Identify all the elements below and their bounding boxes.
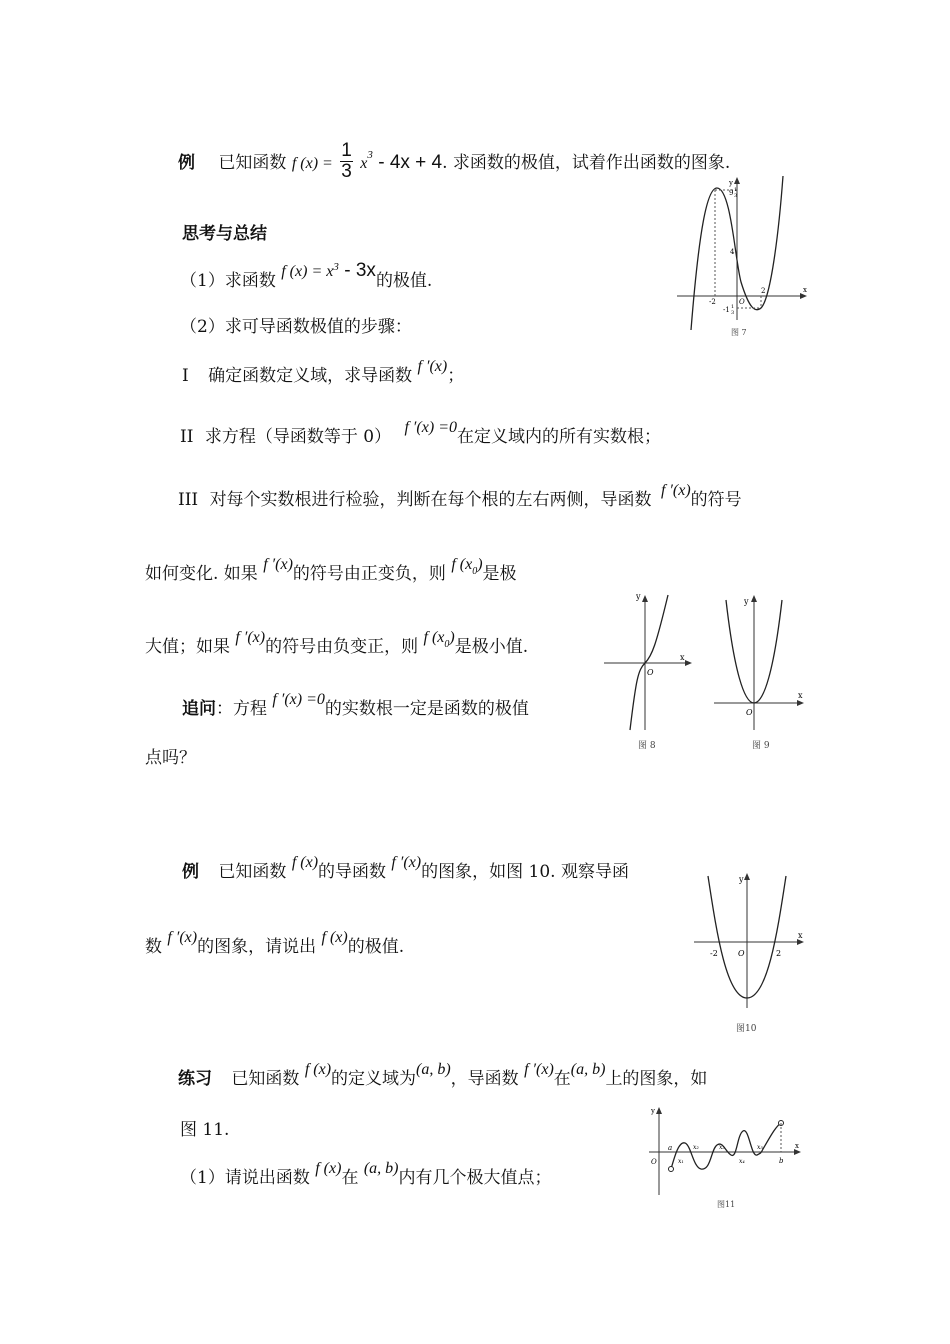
example2-f: f (x) <box>291 854 319 871</box>
think-heading: 思考与总结 <box>182 224 267 244</box>
practice-c: ，导函数 <box>450 1069 519 1089</box>
step-1-text: 确定函数定义域，求导函数 <box>208 366 413 386</box>
ask-line <box>182 691 529 719</box>
figure-8 <box>600 590 695 755</box>
l4-f: f ′(x) <box>263 556 293 573</box>
ask-f: f ′(x) =0 <box>272 691 325 708</box>
fig9-x-arrow <box>797 700 804 706</box>
step-2-num: II <box>180 427 194 447</box>
fig8-y-label: y <box>636 592 641 601</box>
fig10-caption: 图10 <box>736 1024 757 1034</box>
practice-q1-b: 在 <box>341 1168 359 1188</box>
step-3-line2 <box>145 556 517 584</box>
fig11-origin: O <box>651 1158 657 1166</box>
fig11-caption: 图11 <box>717 1200 736 1209</box>
l4-f2e: ) <box>477 556 483 573</box>
step-1-f: f ′(x) <box>417 358 448 375</box>
fig10-y-label: y <box>739 875 744 884</box>
fig11-x-label: x <box>795 1142 799 1150</box>
think-q1-exp: 3 <box>333 261 339 273</box>
ask-a: ：方程 <box>216 699 267 719</box>
think-q1-post: 的极值. <box>375 271 433 291</box>
figure-10 <box>690 868 810 1038</box>
example2-d: 数 <box>145 937 162 957</box>
fig9-x-label: x <box>798 691 803 700</box>
fig8-origin: O <box>647 668 654 677</box>
fig11-x2: x₂ <box>693 1144 699 1151</box>
example2-fp: f ′(x) <box>391 854 422 871</box>
fig9-origin: O <box>746 708 753 717</box>
fig7-y-top: 9 <box>729 189 734 197</box>
fig7-y-top-num: 1 <box>734 187 738 193</box>
l4-c: 是极 <box>482 564 517 584</box>
fig8-caption: 图 8 <box>638 741 656 751</box>
example2-line2 <box>145 929 405 957</box>
fig11-endpoint-a <box>669 1167 674 1172</box>
fig11-y-arrow <box>656 1107 662 1114</box>
fig7-x-pos: 2 <box>761 287 766 295</box>
think-q2: （2）求可导函数极值的步骤： <box>180 317 412 337</box>
fig10-x-label: x <box>798 931 803 940</box>
example2-line1 <box>182 854 629 882</box>
l4-sub: 0 <box>472 566 478 577</box>
figure-9 <box>710 590 810 755</box>
l5-f: f ′(x) <box>235 629 266 646</box>
practice-q1-c: 内有几个极大值点； <box>398 1168 552 1188</box>
fig10-y-arrow <box>744 873 750 880</box>
step-1 <box>182 358 465 386</box>
example1-label: 例 <box>178 153 195 173</box>
step-3-text: 对每个实数根进行检验，判断在每个根的左右两侧，导函数 <box>209 490 652 510</box>
example1-rest: - 4x + 4 <box>378 152 443 173</box>
fig7-y-arrow <box>734 177 740 184</box>
example1-f: f (x) = <box>291 155 333 172</box>
practice-ab2: (a, b) <box>570 1061 606 1078</box>
step-3-line3 <box>145 629 529 657</box>
fig10-x-neg: -2 <box>710 949 718 958</box>
l5-b: 的符号由负变正，则 <box>265 637 419 657</box>
think-q1-pre: （1）求函数 <box>180 271 276 291</box>
fig8-x-arrow <box>685 660 692 666</box>
step-2 <box>180 419 661 447</box>
step-2-text: 求方程（导函数等于 0） <box>204 427 392 447</box>
practice-q1 <box>180 1160 552 1188</box>
example1-exp: 3 <box>367 149 373 161</box>
figure-11 <box>645 1105 805 1215</box>
fig10-x-pos: 2 <box>776 949 782 958</box>
fig11-a: a <box>668 1144 673 1152</box>
l4-f2: f (x <box>451 556 473 573</box>
fig11-x1: x₁ <box>678 1158 684 1165</box>
l5-f2e: ) <box>449 629 455 646</box>
practice-b: 的定义域为 <box>331 1069 417 1089</box>
fig9-caption: 图 9 <box>752 741 770 751</box>
fig11-b: b <box>779 1157 784 1165</box>
fig9-y-label: y <box>744 597 749 606</box>
example2-label: 例 <box>182 862 199 882</box>
step-2-end: 在定义域内的所有实数根； <box>456 427 661 447</box>
fig7-origin: O <box>739 298 745 306</box>
fig10-origin: O <box>738 949 745 958</box>
practice-label: 练习 <box>178 1069 212 1089</box>
practice-ab: (a, b) <box>416 1061 451 1078</box>
think-q1-f: f (x) = x <box>281 263 334 280</box>
example2-g: 的极值. <box>347 937 405 957</box>
example1-frac-num: 1 <box>341 140 352 161</box>
figure-7 <box>675 170 810 342</box>
example1-line <box>178 140 731 184</box>
l5-c: 是极小值. <box>454 637 529 657</box>
practice-a: 已知函数 <box>231 1069 300 1089</box>
fig11-y-label: y <box>651 1107 655 1115</box>
practice-q1-f: f (x) <box>315 1160 342 1177</box>
ask-label: 追问 <box>182 699 216 719</box>
fig7-x-neg: -2 <box>709 298 716 306</box>
practice-line2: 图 11. <box>180 1120 230 1140</box>
fig11-x4: x₄ <box>739 1158 745 1165</box>
practice-f: f (x) <box>304 1061 332 1078</box>
think-q1 <box>180 260 433 291</box>
step-2-f: f ′(x) =0 <box>404 419 457 436</box>
step-1-num: I <box>182 366 189 386</box>
practice-q1-a: （1）请说出函数 <box>180 1168 310 1188</box>
l4-a: 如何变化. 如果 <box>145 564 258 584</box>
fig11-curve <box>671 1123 781 1169</box>
practice-line1 <box>178 1061 708 1089</box>
example2-f2: f (x) <box>321 929 348 946</box>
fig7-y-low-den: 3 <box>731 310 735 316</box>
fig7-x-label: x <box>803 286 807 294</box>
fig9-y-arrow <box>751 595 757 602</box>
ask-b: 的实数根一定是函数的极值 <box>324 699 529 719</box>
l5-f2: f (x <box>423 629 445 646</box>
fig7-y-low-num: 1 <box>731 304 735 310</box>
step-3 <box>178 482 742 510</box>
example1-frac-den: 3 <box>341 161 352 182</box>
fig8-x-label: x <box>680 653 685 662</box>
think-q1-rest: - 3x <box>344 260 376 281</box>
practice-q1-ab: (a, b) <box>363 1160 399 1177</box>
fig7-y-low: -1 <box>723 306 730 314</box>
step-3-end: 的符号 <box>690 490 742 510</box>
fig11-x3: x₃ <box>719 1144 725 1151</box>
example1-post: . 求函数的极值，试着作出函数的图象. <box>442 153 731 173</box>
fig7-caption: 图 7 <box>731 328 747 337</box>
l4-b: 的符号由正变负，则 <box>292 564 446 584</box>
practice-d: 在 <box>553 1069 571 1089</box>
example2-e: 的图象，请说出 <box>197 937 317 957</box>
fig8-y-arrow <box>642 595 648 602</box>
example1-fraction <box>340 141 353 182</box>
example2-c: 的图象，如图 10. 观察导函 <box>421 862 629 882</box>
fig7-y-mid: 4 <box>730 248 735 256</box>
example2-b: 的导函数 <box>318 862 387 882</box>
fig11-x5: x₅ <box>757 1144 763 1151</box>
step-1-end: ； <box>447 366 465 386</box>
practice-fp: f ′(x) <box>524 1061 554 1078</box>
practice-e: 上的图象，如 <box>605 1069 708 1089</box>
example2-a: 已知函数 <box>218 862 287 882</box>
fig7-y-top-den: 3 <box>734 193 738 199</box>
step-3-f: f ′(x) <box>660 482 691 499</box>
l5-a: 大值；如果 <box>145 637 230 657</box>
example2-fp2: f ′(x) <box>167 929 198 946</box>
l5-sub: 0 <box>444 639 450 650</box>
fig7-y-label: y <box>729 179 733 187</box>
example1-poly: x <box>360 155 368 172</box>
example1-pre: 已知函数 <box>218 153 287 173</box>
ask-line2: 点吗？ <box>145 748 196 768</box>
step-3-num: III <box>178 490 199 510</box>
